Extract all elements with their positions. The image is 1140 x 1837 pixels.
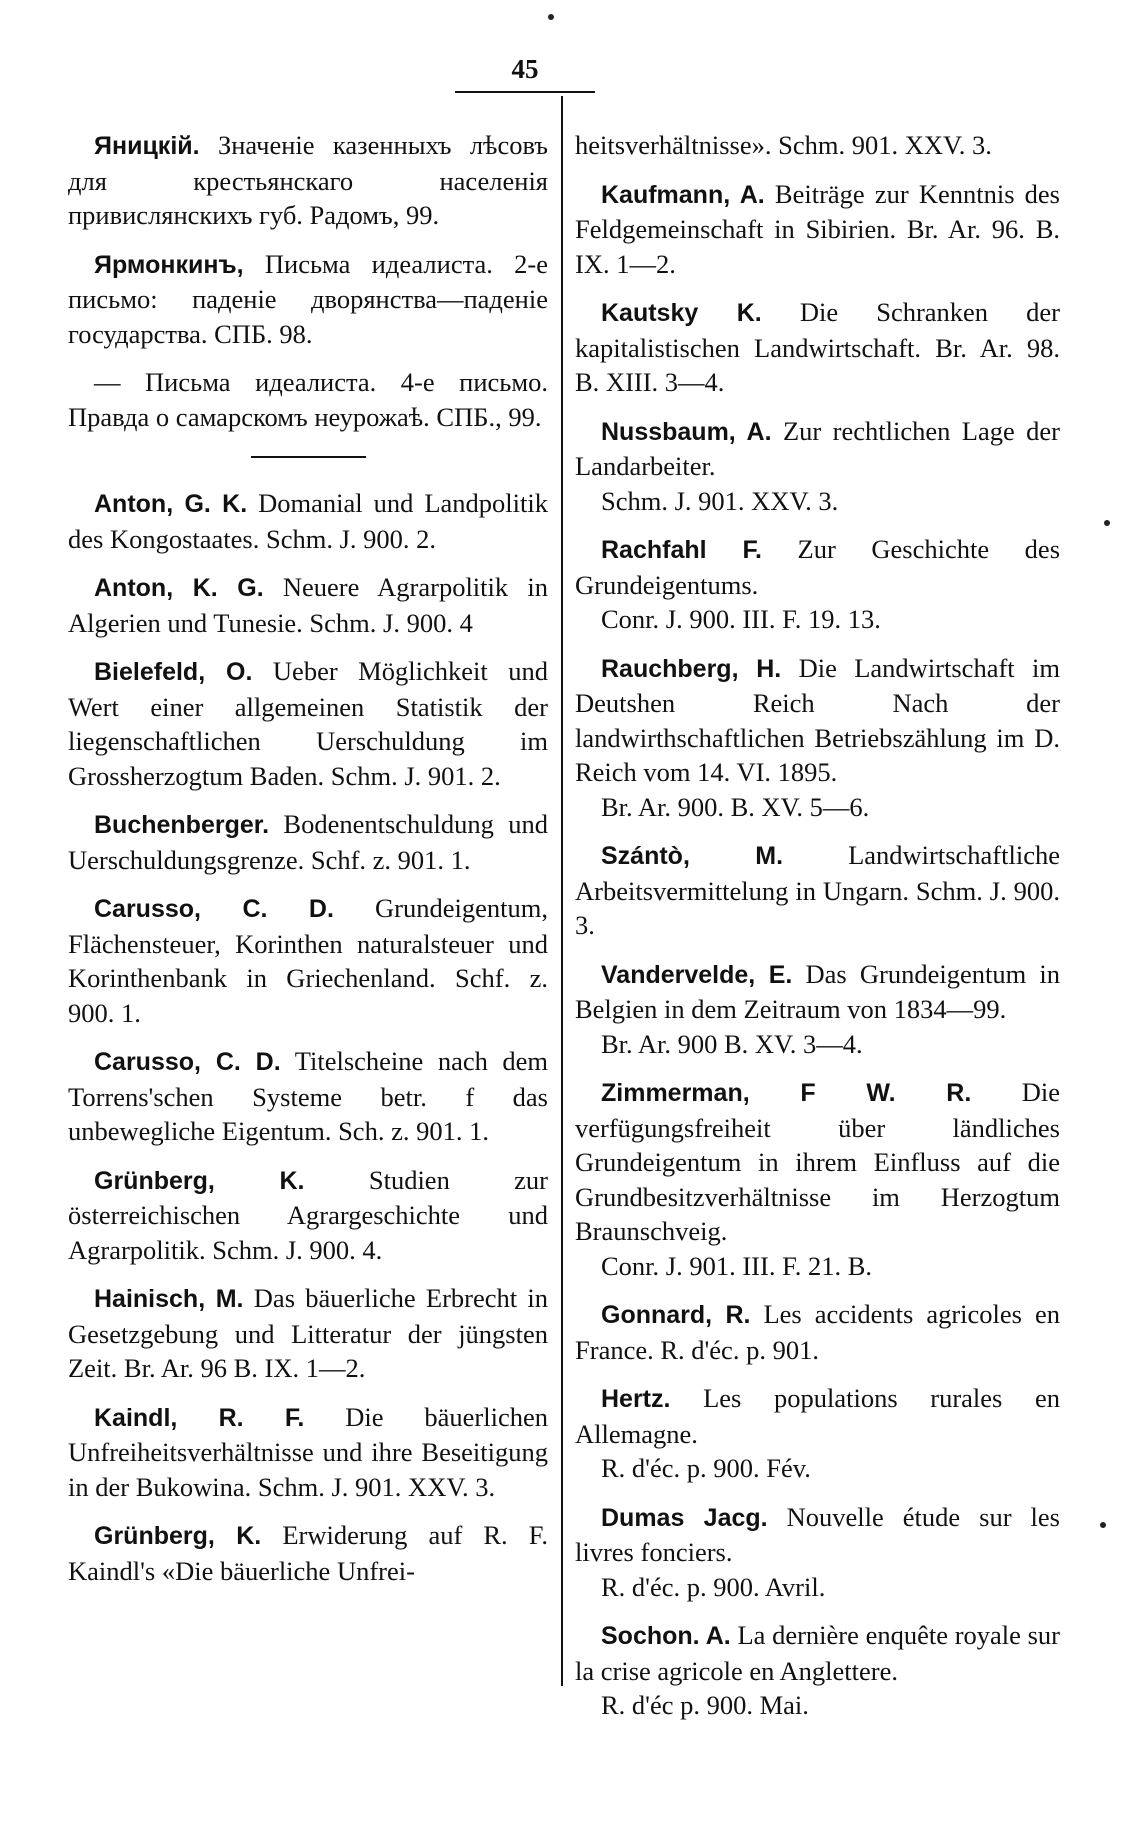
column-divider	[561, 96, 563, 1686]
entry-author: Grünberg, K.	[94, 1522, 262, 1550]
entry-author: Ярмонкинъ,	[94, 250, 244, 279]
entry-author: Hertz.	[601, 1385, 671, 1413]
bibliography-entry	[68, 1518, 548, 1588]
entry-author: —	[94, 367, 121, 397]
entry-author: Carusso, C. D.	[94, 1048, 281, 1076]
entry-text: Bodenentschuldung und Uerschuldungsgrenze. Schf. z. 901. 1.	[68, 809, 548, 875]
bibliography-entry	[575, 177, 1060, 282]
bibliography-entry	[68, 1163, 548, 1268]
entry-author: Nussbaum, A.	[601, 417, 772, 446]
bibliography-entry	[68, 1400, 548, 1505]
bibliography-entry	[575, 838, 1060, 943]
entry-author: Carusso, C. D.	[94, 895, 334, 923]
entry-text: Das bäuerliche Erbrecht in Gesetzgebung und Litteratur der jüngsten Zeit. Br. Ar. 96 B. IX. 1—2.	[68, 1283, 548, 1383]
entry-text: Zur rechtlichen Lage der Landarbeiter.	[575, 415, 1060, 481]
bibliography-entry	[68, 1281, 548, 1386]
bibliography-entry	[575, 1500, 1060, 1605]
entry-text: Die bäuerlichen Unfreiheitsverhältnisse und ihre Beseitigung in der Bukowina. Schm. J. 901. XXV. 3.	[68, 1401, 548, 1502]
bibliography-entry	[68, 247, 548, 352]
entry-author: Grünberg, K.	[94, 1166, 305, 1195]
entry-text: La dernière enquête royale sur la crise agricole en Anglettere.	[575, 1620, 1061, 1686]
bibliography-entry	[575, 651, 1060, 825]
entry-author: Zimmerman, F W. R.	[601, 1079, 972, 1107]
bibliography-entry	[575, 1618, 1060, 1723]
entry-author: Anton, K. G.	[94, 574, 264, 602]
bibliography-entry	[68, 365, 548, 434]
bibliography-entry	[575, 414, 1060, 519]
entry-author: Sochon. A.	[601, 1622, 731, 1650]
entry-text: Ueber Möglichkeit und Wert einer allgemeinen Statistik der liegenschaftlichen Uerschuldung im Grossherzogtum Baden. Schm. J. 901. 2.	[68, 656, 548, 791]
entry-text: Erwiderung auf R. F. Kaindl's «Die bäuerliche Unfrei-	[68, 1520, 548, 1586]
entry-citation: R. d'éc. p. 900. Avril.	[601, 1571, 826, 1602]
entry-text: Grundeigentum, Flächensteuer, Korinthen naturalsteuer und Korinthenbank in Griechenland. Schf. z. 900. 1.	[68, 893, 548, 1028]
entry-text: Die Schranken der kapitalistischen Landwirtschaft. Br. Ar. 98. B. XIII. 3—4.	[575, 297, 1061, 397]
entry-author: Vandervelde, E.	[601, 960, 793, 989]
entry-citation: Br. Ar. 900. B. XV. 5—6.	[601, 791, 870, 822]
entry-author: Bielefeld, O.	[94, 658, 253, 686]
entry-text: Landwirtschaftliche Arbeitsvermittelung in Ungarn. Schm. J. 900. 3.	[575, 840, 1060, 940]
entry-text: Письма идеалиста. 2-е письмо: паденіе дворянства—паденіе государства. СПБ. 98.	[68, 248, 549, 349]
entry-continuation: heitsverhältnisse». Schm. 901. XXV. 3.	[575, 130, 992, 160]
bibliography-entry	[575, 957, 1060, 1062]
entry-author: Kaindl, R. F.	[94, 1403, 305, 1432]
bibliography-entry	[575, 295, 1060, 400]
entry-text: Die Landwirtschaft im Deutshen Reich Nach der landwirthschaftlichen Betriebszählung im D. Reich vom 14. VI. 1895.	[575, 652, 1060, 787]
entry-text: Les populations rurales en Allemagne.	[575, 1383, 1060, 1449]
bibliography-entry	[68, 128, 548, 233]
print-speck	[1100, 1522, 1106, 1528]
entry-citation: R. d'éc. p. 900. Fév.	[601, 1453, 811, 1483]
print-speck	[548, 14, 554, 20]
entry-author: Anton, G. K.	[94, 490, 248, 518]
right-column	[575, 128, 1060, 1737]
entry-text: Die verfügungsfreiheit über ländliches Grundeigentum in ihrem Einfluss auf die Grundbesitzverhältnisse im Herzogtum Braunschveig.	[575, 1077, 1060, 1246]
bibliography-entry	[68, 570, 548, 640]
entry-author: Szántò, M.	[601, 842, 784, 870]
entry-text: Beiträge zur Kenntnis des Feldgemeinschaft in Sibirien. Br. Ar. 96. B. IX. 1—2.	[575, 178, 1060, 279]
entry-author: Buchenberger.	[94, 811, 270, 839]
entry-author: Dumas Jacg.	[601, 1503, 768, 1532]
entry-text: Neuere Agrarpolitik in Algerien und Tunesie. Schm. J. 900. 4	[68, 572, 548, 638]
entry-citation: Conr. J. 900. III. F. 19. 13.	[601, 604, 881, 634]
entry-citation: Conr. J. 901. III. F. 21. B.	[601, 1250, 872, 1281]
entry-citation: Br. Ar. 900 B. XV. 3—4.	[601, 1028, 863, 1059]
bibliography-entry	[68, 891, 548, 1030]
entry-author: Яницкій.	[94, 132, 200, 160]
bibliography-entry	[68, 807, 548, 877]
bibliography-entry	[575, 1381, 1060, 1486]
entry-text: Titelscheine nach dem Torrens'schen Systeme betr. f das unbewegliche Eigentum. Sch. z. 901. 1.	[68, 1046, 548, 1146]
bibliography-entry	[575, 1075, 1060, 1283]
entry-author: Kaufmann, A.	[601, 180, 765, 209]
entry-text: Письма идеалиста. 4-е письмо. Правда о самарскомъ неурожаѣ. СПБ., 99.	[68, 367, 549, 432]
entry-text: Nouvelle étude sur les livres fonciers.	[575, 1501, 1060, 1567]
section-rule	[251, 456, 366, 458]
entry-author: Rauchberg, H.	[601, 654, 782, 683]
entry-text: Zur Geschichte des Grundeigentums.	[575, 534, 1061, 600]
bibliography-entry	[68, 1044, 548, 1149]
bibliography-entry	[575, 1297, 1060, 1367]
entry-text: Domanial und Landpolitik des Kongostaates. Schm. J. 900. 2.	[68, 488, 548, 554]
entry-author: Rachfahl F.	[601, 536, 762, 564]
bibliography-entry	[68, 654, 548, 793]
entry-citation: R. d'éc p. 900. Mai.	[601, 1690, 809, 1720]
page-number: 45	[511, 54, 539, 84]
bibliography-entry	[68, 486, 548, 556]
print-speck	[1104, 520, 1110, 526]
entry-author: Kautsky K.	[601, 299, 762, 327]
left-column	[68, 128, 548, 1602]
bibliography-entry	[575, 532, 1060, 637]
entry-author: Hainisch, M.	[94, 1285, 244, 1313]
entry-author: Gonnard, R.	[601, 1301, 751, 1329]
entry-text: Das Grundeigentum in Belgien in dem Zeitraum von 1834—99.	[575, 958, 1060, 1024]
entry-citation: Schm. J. 901. XXV. 3.	[601, 485, 839, 516]
entry-text: Studien zur österreichischen Agrargeschichte und Agrarpolitik. Schm. J. 900. 4.	[68, 1164, 548, 1265]
page-number-rule	[455, 91, 595, 93]
entry-text: Значеніе казенныхъ лѣсовъ для крестьянскаго населенія привислянскихъ губ. Радомъ, 99.	[68, 130, 549, 230]
entry-text: Les accidents agricoles en France. R. d'éc. p. 901.	[575, 1299, 1061, 1365]
